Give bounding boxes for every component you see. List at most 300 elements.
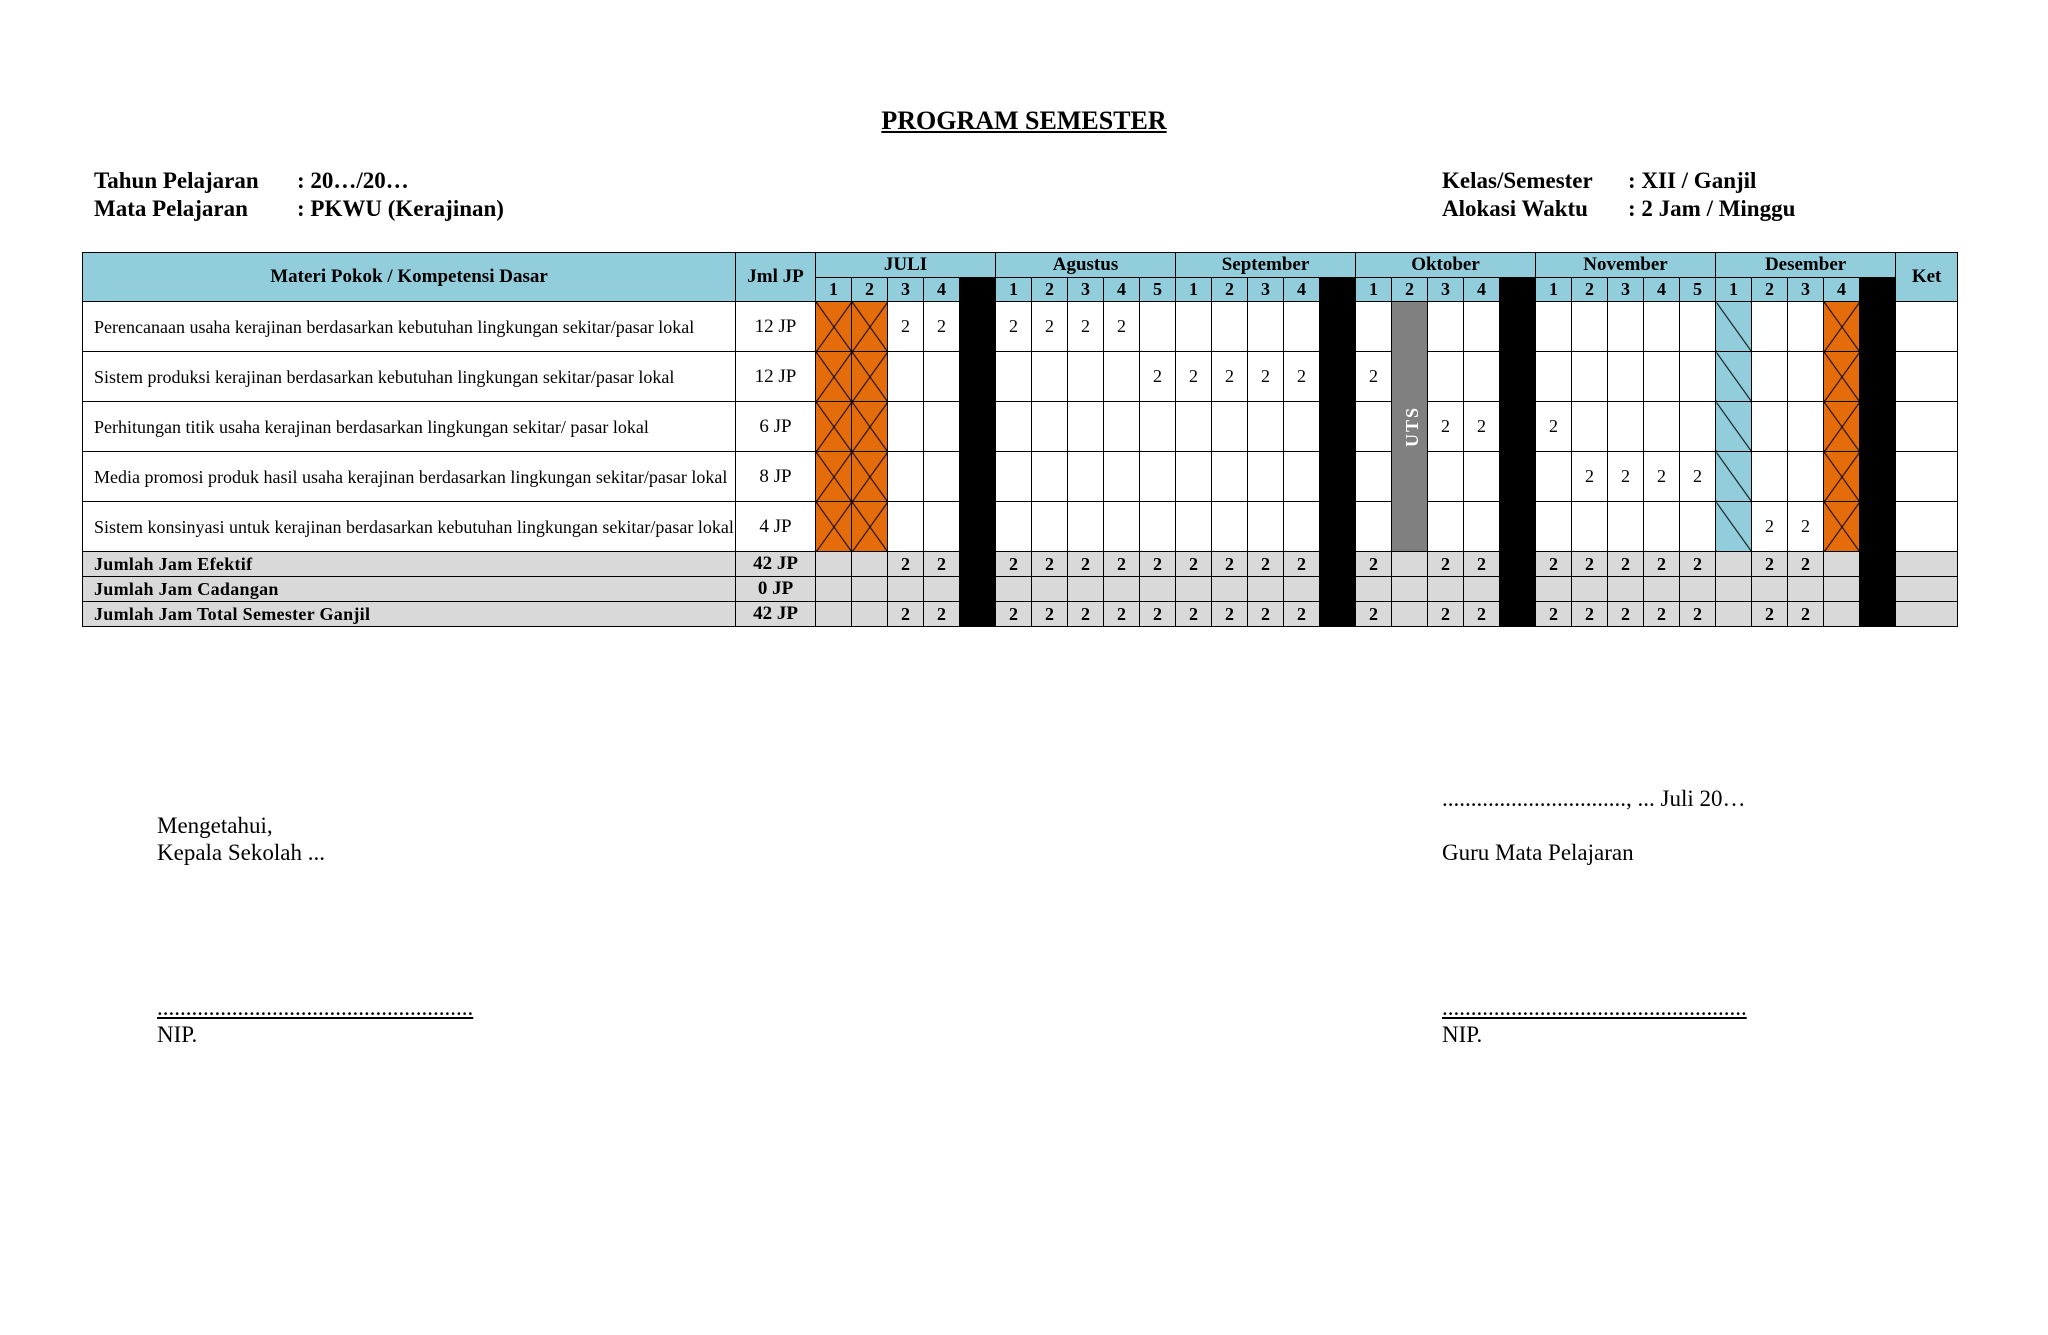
- week-cell: [816, 302, 852, 352]
- week-cell: [1212, 502, 1248, 552]
- jp-cell: 6 JP: [736, 402, 816, 452]
- week-cell: [1572, 302, 1608, 352]
- ket-cell: [1896, 577, 1958, 602]
- week-cell: [1140, 302, 1176, 352]
- week-cell: [1536, 502, 1572, 552]
- header-week: 3: [888, 278, 924, 302]
- week-cell: 2: [1788, 502, 1824, 552]
- black-separator: [1860, 402, 1896, 452]
- week-cell: [1824, 552, 1860, 577]
- black-separator: [1320, 602, 1356, 627]
- week-cell: [1068, 352, 1104, 402]
- week-cell: 2: [1284, 602, 1320, 627]
- materi-cell: Sistem produksi kerajinan berdasarkan kebutuhan lingkungan sekitar/pasar lokal: [83, 352, 736, 402]
- week-cell: [1356, 452, 1392, 502]
- materi-cell: Jumlah Jam Efektif: [83, 552, 736, 577]
- week-cell: [1176, 577, 1212, 602]
- week-cell: [1464, 577, 1500, 602]
- week-cell: [1716, 352, 1752, 402]
- week-cell: 2: [888, 552, 924, 577]
- black-separator: [960, 452, 996, 502]
- week-cell: [1608, 402, 1644, 452]
- week-cell: 2: [1140, 552, 1176, 577]
- signature-line: .....................................................: [1442, 995, 1747, 1020]
- uts-column: [1392, 302, 1428, 552]
- week-cell: [1428, 452, 1464, 502]
- black-separator: [1500, 602, 1536, 627]
- week-cell: [1716, 452, 1752, 502]
- week-cell: [1176, 452, 1212, 502]
- ket-cell: [1896, 402, 1958, 452]
- week-cell: 2: [1356, 352, 1392, 402]
- black-separator: [1860, 302, 1896, 352]
- black-separator: [960, 552, 996, 577]
- week-cell: [1536, 452, 1572, 502]
- week-cell: 2: [1068, 302, 1104, 352]
- week-cell: [1140, 452, 1176, 502]
- week-cell: 2: [1212, 352, 1248, 402]
- header-week: 3: [1068, 278, 1104, 302]
- week-cell: 2: [1428, 602, 1464, 627]
- summary-row: [83, 552, 1958, 577]
- week-cell: [816, 452, 852, 502]
- black-separator: [1860, 552, 1896, 577]
- week-cell: [852, 577, 888, 602]
- week-cell: [1752, 352, 1788, 402]
- week-cell: [1176, 502, 1212, 552]
- week-cell: 2: [996, 602, 1032, 627]
- week-cell: [1140, 577, 1176, 602]
- materi-cell: Perencanaan usaha kerajinan berdasarkan kebutuhan lingkungan sekitar/pasar lokal: [83, 302, 736, 352]
- ket-cell: [1896, 302, 1958, 352]
- week-cell: 2: [1248, 352, 1284, 402]
- week-cell: [1212, 402, 1248, 452]
- week-cell: [1824, 352, 1860, 402]
- week-cell: [816, 577, 852, 602]
- week-cell: [1680, 302, 1716, 352]
- week-cell: [1140, 502, 1176, 552]
- black-separator: [1320, 577, 1356, 602]
- black-separator: [1320, 552, 1356, 577]
- meta-left: [94, 167, 504, 223]
- week-cell: [1284, 452, 1320, 502]
- header-week: 2: [1212, 278, 1248, 302]
- black-separator: [1500, 452, 1536, 502]
- week-cell: [816, 602, 852, 627]
- week-cell: [1788, 452, 1824, 502]
- week-cell: 2: [1644, 452, 1680, 502]
- black-separator: [1320, 402, 1356, 452]
- week-cell: [1428, 577, 1464, 602]
- week-cell: 2: [1032, 302, 1068, 352]
- week-cell: 2: [1284, 552, 1320, 577]
- black-separator: [1860, 352, 1896, 402]
- week-cell: [1572, 402, 1608, 452]
- ket-cell: [1896, 352, 1958, 402]
- header-week: 1: [816, 278, 852, 302]
- header-ket: Ket: [1896, 253, 1958, 302]
- week-cell: [852, 502, 888, 552]
- week-cell: [852, 302, 888, 352]
- week-cell: 2: [1536, 552, 1572, 577]
- week-cell: [816, 502, 852, 552]
- week-cell: [1716, 402, 1752, 452]
- week-cell: [1536, 352, 1572, 402]
- week-cell: [1608, 302, 1644, 352]
- week-cell: [1716, 602, 1752, 627]
- signature-left: Mengetahui, Kepala Sekolah ... ....................................................... NIP.: [157, 813, 474, 1047]
- week-cell: 2: [1464, 602, 1500, 627]
- black-separator: [1320, 502, 1356, 552]
- table-row: [83, 352, 1958, 402]
- week-cell: 2: [1752, 602, 1788, 627]
- black-separator: [1860, 452, 1896, 502]
- week-cell: [1752, 402, 1788, 452]
- black-separator: [960, 602, 996, 627]
- week-cell: 2: [1248, 602, 1284, 627]
- week-cell: 2: [1680, 602, 1716, 627]
- week-cell: [996, 577, 1032, 602]
- meta-kelas: Kelas/Semester : XII / Ganjil: [1442, 168, 1757, 193]
- materi-cell: Media promosi produk hasil usaha kerajinan berdasarkan lingkungan sekitar/pasar lokal: [83, 452, 736, 502]
- week-cell: 2: [1536, 602, 1572, 627]
- black-separator: [1500, 352, 1536, 402]
- header-week: 3: [1608, 278, 1644, 302]
- week-cell: 2: [1068, 552, 1104, 577]
- week-cell: 2: [1680, 552, 1716, 577]
- week-cell: [888, 452, 924, 502]
- week-cell: 2: [1356, 552, 1392, 577]
- week-cell: 2: [1752, 552, 1788, 577]
- week-cell: [1428, 352, 1464, 402]
- week-cell: [1068, 502, 1104, 552]
- week-cell: [1248, 302, 1284, 352]
- page-title: PROGRAM SEMESTER: [881, 106, 1167, 135]
- week-cell: 2: [1572, 452, 1608, 502]
- week-cell: 2: [1068, 602, 1104, 627]
- week-cell: [1032, 352, 1068, 402]
- week-cell: [1572, 577, 1608, 602]
- week-cell: [1068, 577, 1104, 602]
- week-cell: [1104, 502, 1140, 552]
- week-cell: [1752, 577, 1788, 602]
- week-cell: [1212, 302, 1248, 352]
- week-cell: 2: [1788, 602, 1824, 627]
- week-cell: [1248, 577, 1284, 602]
- black-separator: [1860, 502, 1896, 552]
- uts-label: UTS: [1402, 405, 1423, 448]
- week-cell: [1716, 577, 1752, 602]
- week-cell: [816, 352, 852, 402]
- week-cell: [1104, 402, 1140, 452]
- black-separator: [1320, 452, 1356, 502]
- week-cell: 2: [1212, 552, 1248, 577]
- week-cell: [996, 402, 1032, 452]
- jp-cell: 4 JP: [736, 502, 816, 552]
- week-cell: 2: [1248, 552, 1284, 577]
- week-cell: [1788, 352, 1824, 402]
- week-cell: [1788, 402, 1824, 452]
- week-cell: [924, 452, 960, 502]
- ket-cell: [1896, 452, 1958, 502]
- black-separator: [1500, 502, 1536, 552]
- week-cell: [1788, 577, 1824, 602]
- week-cell: [1572, 502, 1608, 552]
- black-separator: [1500, 552, 1536, 577]
- header-week: 1: [1716, 278, 1752, 302]
- materi-cell: Perhitungan titik usaha kerajinan berdasarkan lingkungan sekitar/ pasar lokal: [83, 402, 736, 452]
- black-separator: [960, 502, 996, 552]
- table-row: [83, 452, 1958, 502]
- week-cell: [1644, 577, 1680, 602]
- week-cell: [1356, 402, 1392, 452]
- week-cell: 2: [1284, 352, 1320, 402]
- week-cell: [1608, 577, 1644, 602]
- week-cell: [1716, 552, 1752, 577]
- week-cell: [1464, 302, 1500, 352]
- black-separator: [960, 352, 996, 402]
- week-cell: 2: [996, 552, 1032, 577]
- week-cell: 2: [1428, 402, 1464, 452]
- week-cell: [1608, 502, 1644, 552]
- week-cell: 2: [1752, 502, 1788, 552]
- week-cell: [1464, 502, 1500, 552]
- week-cell: [1032, 402, 1068, 452]
- week-cell: [888, 352, 924, 402]
- week-cell: [1824, 602, 1860, 627]
- meta-right: [1442, 167, 1795, 223]
- ket-cell: [1896, 602, 1958, 627]
- week-cell: 2: [888, 602, 924, 627]
- header-week: 1: [1356, 278, 1392, 302]
- week-cell: 2: [924, 602, 960, 627]
- header-week: 4: [1824, 278, 1860, 302]
- program-semester-table: [82, 252, 1958, 627]
- week-cell: 2: [924, 552, 960, 577]
- header-month: September: [1176, 253, 1356, 278]
- week-cell: 2: [1608, 552, 1644, 577]
- week-cell: [852, 552, 888, 577]
- week-cell: [1068, 402, 1104, 452]
- header-week: 4: [924, 278, 960, 302]
- black-separator: [960, 402, 996, 452]
- signature-right: ................................, ... Juli 20… Guru Mata Pelajaran ..................................................... NIP.: [1442, 786, 1747, 1047]
- week-cell: 2: [1140, 602, 1176, 627]
- week-cell: [852, 402, 888, 452]
- week-cell: [1644, 502, 1680, 552]
- black-separator: [960, 577, 996, 602]
- week-cell: [1464, 452, 1500, 502]
- week-cell: [1716, 502, 1752, 552]
- jp-cell: 42 JP: [736, 602, 816, 627]
- week-cell: [1068, 452, 1104, 502]
- header-week: 1: [996, 278, 1032, 302]
- week-cell: [1248, 502, 1284, 552]
- week-cell: [1536, 577, 1572, 602]
- week-cell: [1680, 577, 1716, 602]
- black-separator: [1500, 302, 1536, 352]
- black-separator: [960, 302, 996, 352]
- jp-cell: 12 JP: [736, 302, 816, 352]
- week-cell: 2: [1176, 352, 1212, 402]
- week-cell: [996, 352, 1032, 402]
- summary-row: [83, 602, 1958, 627]
- week-cell: [1212, 452, 1248, 502]
- week-cell: [852, 352, 888, 402]
- black-separator: [1860, 602, 1896, 627]
- header-week: 2: [852, 278, 888, 302]
- week-cell: [1464, 352, 1500, 402]
- header-week: 3: [1248, 278, 1284, 302]
- week-cell: 2: [1680, 452, 1716, 502]
- header-week: 5: [1680, 278, 1716, 302]
- week-cell: [1284, 577, 1320, 602]
- week-cell: [996, 502, 1032, 552]
- uts-cell: [1392, 552, 1428, 577]
- week-cell: [1356, 577, 1392, 602]
- week-cell: [1032, 452, 1068, 502]
- week-cell: [1284, 402, 1320, 452]
- week-cell: [1356, 302, 1392, 352]
- week-cell: [1680, 352, 1716, 402]
- week-cell: [1824, 402, 1860, 452]
- week-cell: [1212, 577, 1248, 602]
- week-cell: 2: [1428, 552, 1464, 577]
- black-separator: [960, 278, 996, 302]
- header-month: Desember: [1716, 253, 1896, 278]
- week-cell: [1104, 352, 1140, 402]
- summary-row: [83, 577, 1958, 602]
- week-cell: [924, 502, 960, 552]
- header-week: 4: [1104, 278, 1140, 302]
- header-week: 2: [1392, 278, 1428, 302]
- header-month: JULI: [816, 253, 996, 278]
- week-cell: [1716, 302, 1752, 352]
- week-cell: [1176, 302, 1212, 352]
- week-cell: [1644, 352, 1680, 402]
- week-cell: [1176, 402, 1212, 452]
- header-week: 4: [1464, 278, 1500, 302]
- uts-cell: [1392, 577, 1428, 602]
- week-cell: 2: [1536, 402, 1572, 452]
- jp-cell: 12 JP: [736, 352, 816, 402]
- week-cell: [1284, 502, 1320, 552]
- black-separator: [1320, 352, 1356, 402]
- header-week: 2: [1752, 278, 1788, 302]
- header-materi: Materi Pokok / Kompetensi Dasar: [83, 253, 736, 302]
- table-row: [83, 302, 1958, 352]
- week-cell: [924, 352, 960, 402]
- week-cell: [1644, 302, 1680, 352]
- week-cell: 2: [1176, 552, 1212, 577]
- week-cell: [1608, 352, 1644, 402]
- week-cell: 2: [1032, 602, 1068, 627]
- week-cell: 2: [1572, 602, 1608, 627]
- black-separator: [1320, 278, 1356, 302]
- week-cell: [1644, 402, 1680, 452]
- header-week: 1: [1536, 278, 1572, 302]
- header-week: 3: [1428, 278, 1464, 302]
- week-cell: 2: [1608, 452, 1644, 502]
- week-cell: [996, 452, 1032, 502]
- header-week: 3: [1788, 278, 1824, 302]
- materi-cell: Sistem konsinyasi untuk kerajinan berdasarkan kebutuhan lingkungan sekitar/pasar lokal: [83, 502, 736, 552]
- week-cell: [1032, 502, 1068, 552]
- week-cell: 2: [1104, 552, 1140, 577]
- header-week: 2: [1032, 278, 1068, 302]
- week-cell: 2: [1644, 602, 1680, 627]
- black-separator: [1500, 278, 1536, 302]
- week-cell: 2: [1788, 552, 1824, 577]
- week-cell: 2: [1176, 602, 1212, 627]
- week-cell: [924, 402, 960, 452]
- week-cell: [1536, 302, 1572, 352]
- week-cell: [1572, 352, 1608, 402]
- week-cell: [1284, 302, 1320, 352]
- week-cell: [852, 452, 888, 502]
- week-cell: [1104, 452, 1140, 502]
- week-cell: [1680, 502, 1716, 552]
- week-cell: [1824, 577, 1860, 602]
- materi-cell: Jumlah Jam Cadangan: [83, 577, 736, 602]
- black-separator: [1320, 302, 1356, 352]
- week-cell: 2: [1104, 302, 1140, 352]
- week-cell: [1752, 302, 1788, 352]
- meta-mapel: Mata Pelajaran : PKWU (Kerajinan): [94, 196, 504, 221]
- week-cell: 2: [1464, 402, 1500, 452]
- week-cell: [888, 502, 924, 552]
- header-week: 5: [1140, 278, 1176, 302]
- week-cell: [1824, 502, 1860, 552]
- header-week: 2: [1572, 278, 1608, 302]
- table-row: [83, 402, 1958, 452]
- week-cell: 2: [1464, 552, 1500, 577]
- week-cell: [1824, 302, 1860, 352]
- black-separator: [1500, 577, 1536, 602]
- header-week: 1: [1176, 278, 1212, 302]
- week-cell: [1032, 577, 1068, 602]
- jp-cell: 0 JP: [736, 577, 816, 602]
- week-cell: 2: [1140, 352, 1176, 402]
- week-cell: [816, 402, 852, 452]
- week-cell: 2: [996, 302, 1032, 352]
- week-cell: [1104, 577, 1140, 602]
- signature-line: .......................................................: [157, 995, 474, 1020]
- black-separator: [1860, 577, 1896, 602]
- week-cell: 2: [1572, 552, 1608, 577]
- week-cell: 2: [924, 302, 960, 352]
- black-separator: [1500, 402, 1536, 452]
- week-cell: [1428, 502, 1464, 552]
- ket-cell: [1896, 502, 1958, 552]
- meta-alokasi: Alokasi Waktu : 2 Jam / Minggu: [1442, 196, 1796, 221]
- week-cell: 2: [1104, 602, 1140, 627]
- materi-cell: Jumlah Jam Total Semester Ganjil: [83, 602, 736, 627]
- meta-tahun: Tahun Pelajaran : 20…/20…: [94, 168, 409, 193]
- week-cell: [1428, 302, 1464, 352]
- week-cell: 2: [1032, 552, 1068, 577]
- uts-cell: [1392, 602, 1428, 627]
- week-cell: [852, 602, 888, 627]
- week-cell: [1140, 402, 1176, 452]
- week-cell: [888, 402, 924, 452]
- header-jml: Jml JP: [736, 253, 816, 302]
- week-cell: 2: [1608, 602, 1644, 627]
- jp-cell: 8 JP: [736, 452, 816, 502]
- week-cell: [1824, 452, 1860, 502]
- week-cell: [1752, 452, 1788, 502]
- week-cell: 2: [888, 302, 924, 352]
